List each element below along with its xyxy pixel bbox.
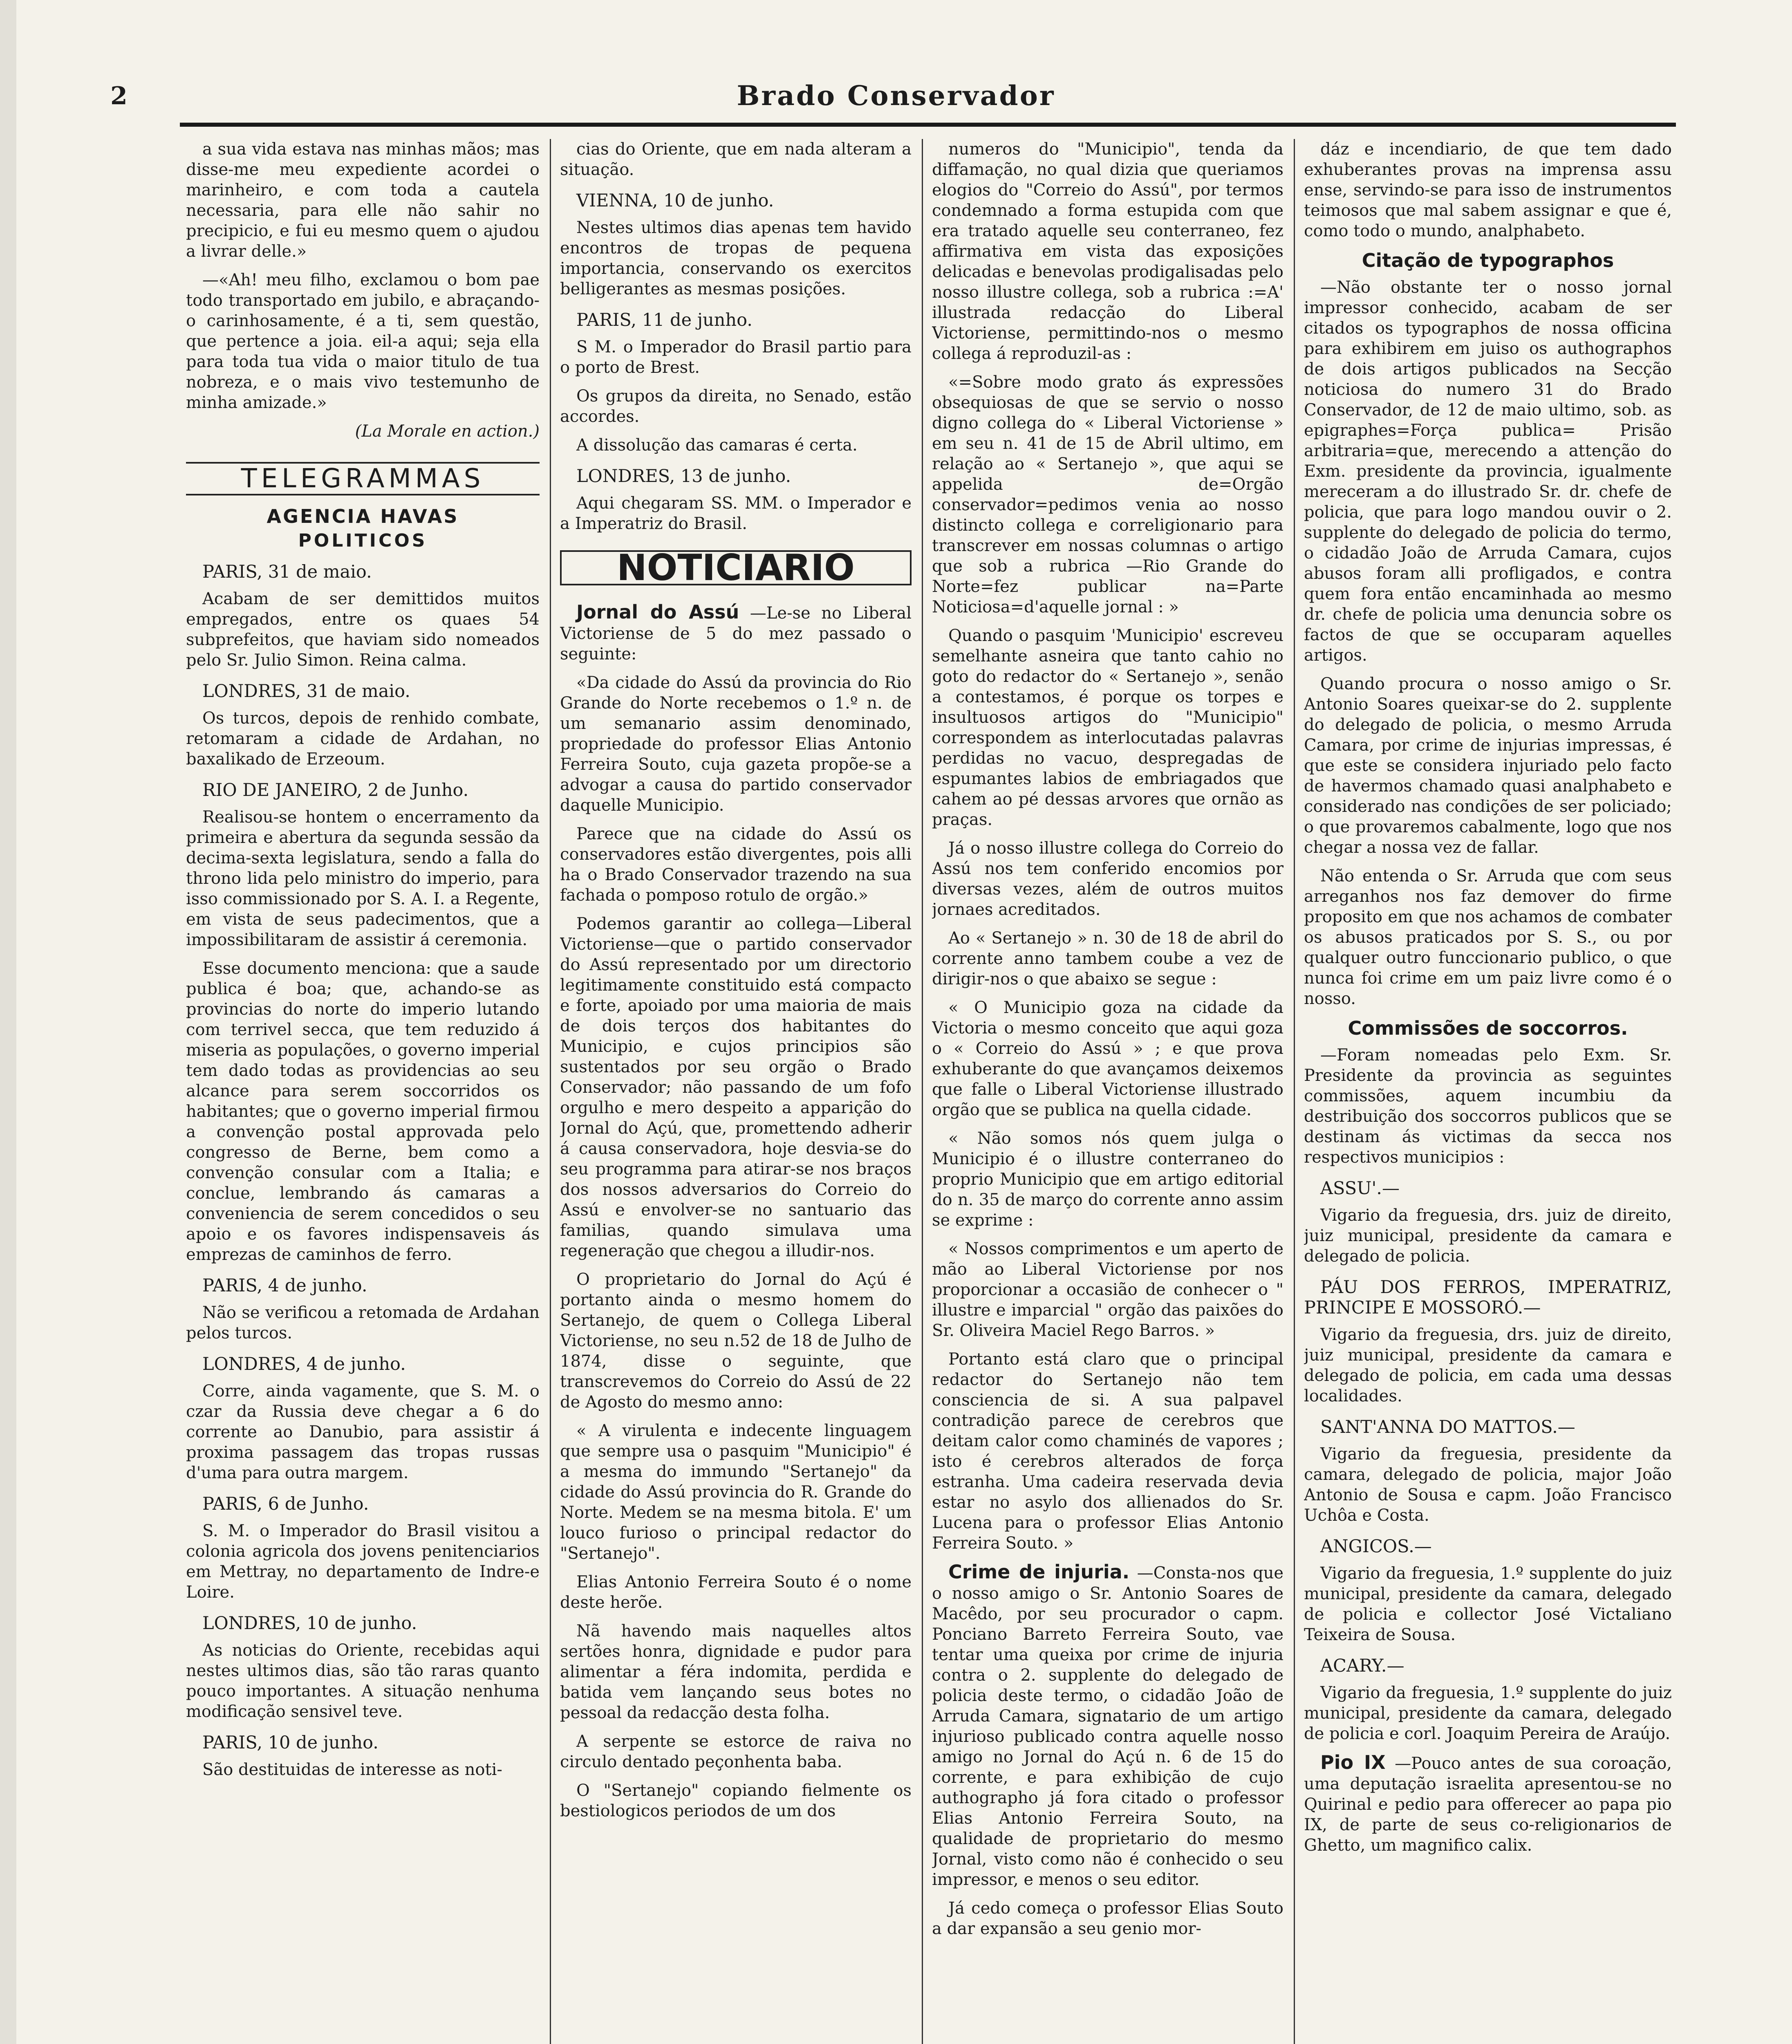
- paragraph: Já o nosso illustre collega do Correio do Assú nos tem conferido encomios por diversas vezes, além de outros muitos jornaes acreditados.: [932, 839, 1284, 919]
- masthead-title: Brado Conservador: [737, 80, 1055, 112]
- paragraph: Esse documento menciona: que a saude publica é boa; que, achando-se as provincias do norte do imperio lutando com terrivel secca, que tem reduzido á miseria as populações, o governo imperial tem dado todas as providencias ao seu alcance para serem soccorridos os habitantes; que o governo imperial firmou a convenção postal approvada pelo congresso de Berne, bem como a convenção consular com a Italia; e conclue, lembrando ás camaras a conveniencia de serem concedidos o seu apoio e os favores indispensaveis ás emprezas de caminhos de ferro.: [186, 959, 540, 1264]
- dateline: PARIS, 31 de maio.: [202, 562, 372, 582]
- article-heading: Citação de typographos: [1362, 249, 1614, 271]
- paragraph: S. M. o Imperador do Brasil visitou a colonia agricola dos jovens penitenciarios em Mettray, no departamento de Indre-e Loire.: [186, 1522, 540, 1602]
- politicos-heading: POLITICOS: [298, 530, 428, 551]
- paragraph: —Não obstante ter o nosso jornal impressor conhecido, acabam de ser citados os typographos de nossa officina para exhibirem em juiso os authographos de dois artigos publicados na Secção noticiosa do numero 31 do Brado Conservador, de 12 de maio ultimo, sob. as epigraphes=Força publica= Prisão arbitraria=que, merecendo a attenção do Exm. presidente da provincia, igualmente mereceram a do illustrado Sr. dr. chefe de policia, que para logo mandou ouvir o 2. supplente do delegado de policia do termo, o cidadão João de Arruda Camara, cujos abusos foram alli profligados, e contra quem fora então encaminhada ao mesmo dr. chefe de policia uma denuncia sobre os factos de que se occuparam aquelles artigos.: [1304, 278, 1672, 665]
- header-rule: [180, 123, 1676, 127]
- article-heading: Crime de injuria.: [948, 1561, 1130, 1583]
- place-name: ACARY.—: [1320, 1656, 1404, 1676]
- paragraph: O "Sertanejo" copiando fielmente os bestiologicos periodos de um dos: [560, 1781, 912, 1820]
- paragraph: «=Sobre modo grato ás expressões obsequiosas de que se servio o nosso digno collega do « Liberal Victoriense » em seu n. 41 de 15 de Abril ultimo, em relação ao « Sertanejo », que aqui se appelida de=Orgão conservador=pedimos venia ao nosso distincto collega e correligionario para transcrever em nossas columnas o artigo que sob a rubrica —Rio Grande do Norte=fez publicar na=Parte Noticiosa=d'aquelle jornal : »: [932, 373, 1284, 616]
- scan-margin: [0, 0, 16, 2044]
- section-heading-noticiario: NOTICIARIO: [560, 550, 912, 585]
- paragraph: Os grupos da direita, no Senado, estão accordes.: [560, 387, 912, 426]
- paragraph: Acabam de ser demittidos muitos empregados, entre os quaes 54 subprefeitos, que haviam sido nomeados pelo Sr. Julio Simon. Reina calma.: [186, 589, 540, 670]
- paragraph: numeros do "Municipio", tenda da diffamação, no qual dizia que queriamos elogios do "Correio do Assú", por termos condemnado a forma estupida com que era tratado aquelle seu conterraneo, fez affirmativa em vista das exposições delicadas e benevolas prodigalisadas pelo nosso illustre collega, sob a rubrica :=A' illustrada redacção do Liberal Victoriense, permittindo-nos o mesmo collega á reproduzil-as :: [932, 140, 1284, 363]
- paragraph: dáz e incendiario, de que tem dado exhuberantes provas na imprensa assu ense, servindo-se para isso de instrumentos teimosos que mal sabem assignar e que é, como todo o mundo, analphabeto.: [1304, 140, 1672, 240]
- column-1: [186, 139, 540, 2044]
- dateline: LONDRES, 4 de junho.: [202, 1354, 406, 1374]
- paragraph: S M. o Imperador do Brasil partio para o porto de Brest.: [560, 338, 912, 377]
- dateline: PARIS, 6 de Junho.: [202, 1494, 369, 1514]
- place-name: ASSU'.—: [1320, 1178, 1400, 1199]
- paragraph: Os turcos, depois de renhido combate, retomaram a cidade de Ardahan, no baxalikado de Erzeoum.: [186, 709, 540, 769]
- paragraph: « Não somos nós quem julga o Municipio é o illustre conterraneo do proprio Municipio que em artigo editorial do n. 35 de março do corrente anno assim se exprime :: [932, 1129, 1284, 1230]
- paragraph: « O Municipio goza na cidade da Victoria o mesmo conceito que aqui goza o « Correio do Assú » ; e que prova exhuberante do que avançamos deixemos que falle o Liberal Victoriense illustrado orgão que se publica na quella cidade.: [932, 998, 1284, 1119]
- paragraph: Nestes ultimos dias apenas tem havido encontros de tropas de pequena importancia, conservando os exercitos belligerantes as mesmas posições.: [560, 218, 912, 298]
- paragraph: A serpente se estorce de raiva no circulo dentado peçonhenta baba.: [560, 1732, 912, 1771]
- page-number: 2: [110, 82, 128, 110]
- paragraph: —Le-se no Liberal Victoriense de 5 do mez passado o seguinte:: [560, 604, 912, 663]
- paragraph: O proprietario do Jornal do Açú é portanto ainda o mesmo homem do Sertanejo, de quem o Collega Liberal Victoriense, no seu n.52 de 18 de Julho de 1874, disse o seguinte, que transcrevemos do Correio do Assú de 22 de Agosto do mesmo anno:: [560, 1270, 912, 1412]
- column-4: [1304, 139, 1672, 2044]
- paragraph: Nã havendo mais naquelles altos sertões honra, dignidade e pudor para alimentar a féra indomita, perdida e batida vem lançando seus botes no pessoal da redacção desta folha.: [560, 1622, 912, 1722]
- source-credit: (La Morale en action.): [355, 422, 540, 441]
- paragraph: A dissolução das camaras é certa.: [576, 436, 858, 455]
- place-name: SANT'ANNA DO MATTOS.—: [1320, 1417, 1575, 1437]
- paragraph: Vigario da freguesia, drs. juiz de direito, juiz municipal, presidente da camara e delegado de policia, em cada uma dessas localidades.: [1304, 1325, 1672, 1405]
- dateline: LONDRES, 31 de maio.: [202, 681, 410, 702]
- paragraph: Realisou-se hontem o encerramento da primeira e abertura da segunda sessão da decima-sexta legislatura, sendo a falla do throno lida pelo ministro do imperio, para isso commissionado por S. A. I. a Regente, em vista de seus padecimentos, que a impossibilitaram de assistir á ceremonia.: [186, 808, 540, 949]
- dateline: PARIS, 4 de junho.: [202, 1275, 367, 1296]
- dateline: LONDRES, 10 de junho.: [202, 1613, 417, 1634]
- paragraph: Vigario da freguesia, 1.º supplente do juiz municipal, presidente da camara, delegado de policia e corl. Joaquim Pereira de Araújo.: [1304, 1683, 1672, 1743]
- paragraph: As noticias do Oriente, recebidas aqui nestes ultimos dias, são tão raras quanto pouco importantes. A situação nenhuma modificação sensivel teve.: [186, 1641, 540, 1721]
- paragraph: Vigario da freguesia, 1.º supplente do juiz municipal, presidente da camara, delegado de policia e collector José Victaliano Teixeira de Sousa.: [1304, 1564, 1672, 1644]
- paragraph: cias do Oriente, que em nada alteram a situação.: [560, 140, 912, 179]
- paragraph: —«Ah! meu filho, exclamou o bom pae todo transportado em jubilo, e abraçando-o carinhosamente, é a ti, sem questão, que pertence a joia. eil-a aqui; seja ella para toda tua vida o maior titulo de tua nobreza, e o mais vivo testemunho de minha amizade.»: [186, 271, 540, 412]
- article-heading: Commissões de soccorros.: [1348, 1017, 1628, 1039]
- column-3: [932, 139, 1284, 2044]
- paragraph: —Pouco antes de sua coroação, uma deputação israelita apresentou-se no Quirinal e pedio para offerecer ao papa pio IX, de parte de seus co-religionarios de Ghetto, um magnifico calix.: [1304, 1754, 1672, 1855]
- paragraph: a sua vida estava nas minhas mãos; mas disse-me meu expediente acordei o marinheiro, e com toda a cautela necessaria, para elle não sahir no precipicio, e fui eu mesmo quem o ajudou a livrar delle.»: [186, 140, 540, 261]
- paragraph: Vigario da freguesia, drs. juiz de direito, juiz municipal, presidente da camara e delegado de policia.: [1304, 1206, 1672, 1266]
- paragraph: Portanto está claro que o principal redactor do Sertanejo não tem consciencia de si. A sua palpavel contradição parece de cerebros que deitam calor como chaminés de vapores ; isto é cerebros alterados de força estranha. Uma cadeira reservada devia estar no asylo dos allienados do Sr. Lucena para o professor Elias Antonio Ferreira Souto. »: [932, 1350, 1284, 1553]
- dateline: PARIS, 11 de junho.: [576, 310, 753, 330]
- paragraph: Corre, ainda vagamente, que S. M. o czar da Russia deve chegar a 6 do corrente ao Danubio, para assistir á proxima passagem das tropas russas d'uma para outra margem.: [186, 1382, 540, 1482]
- dateline: VIENNA, 10 de junho.: [576, 191, 774, 211]
- paragraph: Parece que na cidade do Assú os conservadores estão divergentes, pois alli ha o Brado Conservador trazendo na sua fachada o pomposo rotulo de orgão.»: [560, 825, 912, 905]
- paragraph: —Consta-nos que o nosso amigo o Sr. Antonio Soares de Macêdo, por seu procurador o capm. Ponciano Barreto Ferreira Souto, vae tentar uma queixa por crime de injuria contra o 2. supplente do delegado de policia deste termo, o cidadão João de Arruda Camara, signatario de um artigo injurioso publicado contra aquelle nosso amigo no Jornal do Açú n. 6 de 15 do corrente, e para exhibição de cujo authographo já fora citado o professor Elias Antonio Ferreira Souto, na qualidade de proprietario do mesmo Jornal, visto como não é conhecido o seu impressor, e menos o seu editor.: [932, 1564, 1284, 1889]
- paragraph: Não entenda o Sr. Arruda que com seus arreganhos nos faz demover do firme proposito em que nos achamos de combater os abusos praticados por S. S., ou por qualquer outro funccionario publico, o que nunca foi crime em um paiz livre como é o nosso.: [1304, 867, 1672, 1008]
- paragraph: « A virulenta e indecente linguagem que sempre usa o pasquim "Municipio" é a mesma do immundo "Sertanejo" da cidade do Assú provincia do R. Grande do Norte. Medem se na mesma bitola. E' um louco furioso o principal redactor do "Sertanejo".: [560, 1421, 912, 1563]
- column-divider: [550, 139, 551, 2044]
- article-heading: Jornal do Assú: [576, 601, 739, 623]
- paragraph: « Nossos comprimentos e um aperto de mão ao Liberal Victoriense por nos proporcionar a occasião de conhecer o " illustre e imparcial " orgão das paixões do Sr. Oliveira Maciel Rego Barros. »: [932, 1239, 1284, 1340]
- paragraph: —Foram nomeadas pelo Exm. Sr. Presidente da provincia as seguintes commissões, aquem incumbiu da destribuição dos soccorros publicos que se destinam ás victimas da secca nos respectivos municipios :: [1304, 1046, 1672, 1167]
- dateline: RIO DE JANEIRO, 2 de Junho.: [202, 780, 469, 800]
- paragraph: São destituidas de interesse as noti-: [202, 1760, 502, 1779]
- place-name: PÁU DOS FERROS, IMPERATRIZ, PRINCIPE E MOSSORÓ.—: [1304, 1277, 1672, 1318]
- paragraph: Não se verificou a retomada de Ardahan pelos turcos.: [186, 1303, 540, 1342]
- article-heading: Pio IX: [1320, 1751, 1386, 1773]
- paragraph: Aqui chegaram SS. MM. o Imperador e a Imperatriz do Brasil.: [560, 494, 912, 533]
- agency-heading: AGENCIA HAVAS: [267, 505, 459, 527]
- paragraph: Quando o pasquim 'Municipio' escreveu semelhante asneira que tanto cahio no goto do redactor do « Sertanejo », senão a contestamos, é porque os torpes e insultuosos artigos do "Municipio" correspondem as interlocutadas palavras perdidas no vacuo, despregadas de espumantes labios de embriagados que cahem ao pé dessas arvores que ornão as praças.: [932, 626, 1284, 829]
- column-2: [560, 139, 912, 2044]
- section-heading-telegrammas: TELEGRAMMAS: [186, 462, 540, 495]
- paragraph: «Da cidade do Assú da provincia do Rio Grande do Norte recebemos o 1.º n. de um semanario assim denominado, propriedade do professor Elias Antonio Ferreira Souto, cuja gazeta propõe-se a advogar a causa do partido conservador daquelle Municipio.: [560, 673, 912, 815]
- paragraph: Vigario da freguesia, presidente da camara, delegado de policia, major João Antonio de Sousa e capm. João Francisco Uchôa e Costa.: [1304, 1445, 1672, 1525]
- paragraph: Elias Antonio Ferreira Souto é o nome deste herõe.: [560, 1573, 912, 1612]
- dateline: LONDRES, 13 de junho.: [576, 466, 791, 486]
- place-name: ANGICOS.—: [1320, 1536, 1432, 1557]
- column-divider: [922, 139, 923, 2044]
- paragraph: Já cedo começa o professor Elias Souto a dar expansão a seu genio mor-: [932, 1899, 1284, 1938]
- paragraph: Quando procura o nosso amigo o Sr. Antonio Soares queixar-se do 2. supplente do delegado de policia, o mesmo Arruda Camara, por crime de injurias impressas, é que este se considera injuriado pelo facto de havermos chamado quasi analphabeto e considerado nas condições de ser policiado; o que provaremos cabalmente, logo que nos chegar a nossa vez de fallar.: [1304, 675, 1672, 857]
- paragraph: Ao « Sertanejo » n. 30 de 18 de abril do corrente anno tambem coube a vez de dirigir-nos o que abaixo se segue :: [932, 929, 1284, 988]
- column-divider: [1294, 139, 1295, 2044]
- paragraph: Podemos garantir ao collega—Liberal Victoriense—que o partido conservador do Assú representado por um directorio legitimamente constituido está compacto e forte, apoiado por uma maioria de mais de dois terços dos habitantes do Municipio, e cujos principios são sustentados por seu orgão o Brado Conservador; não passando de um fofo orgulho e mero despeito a apparição do Jornal do Açú, que, promettendo adherir á causa conservadora, hoje desvia-se do seu programma para atirar-se nos braços dos nossos adversarios do Correio do Assú e envolver-se no santuario das familias, quando simulava uma regeneração que chegou a illudir-nos.: [560, 914, 912, 1260]
- dateline: PARIS, 10 de junho.: [202, 1732, 379, 1753]
